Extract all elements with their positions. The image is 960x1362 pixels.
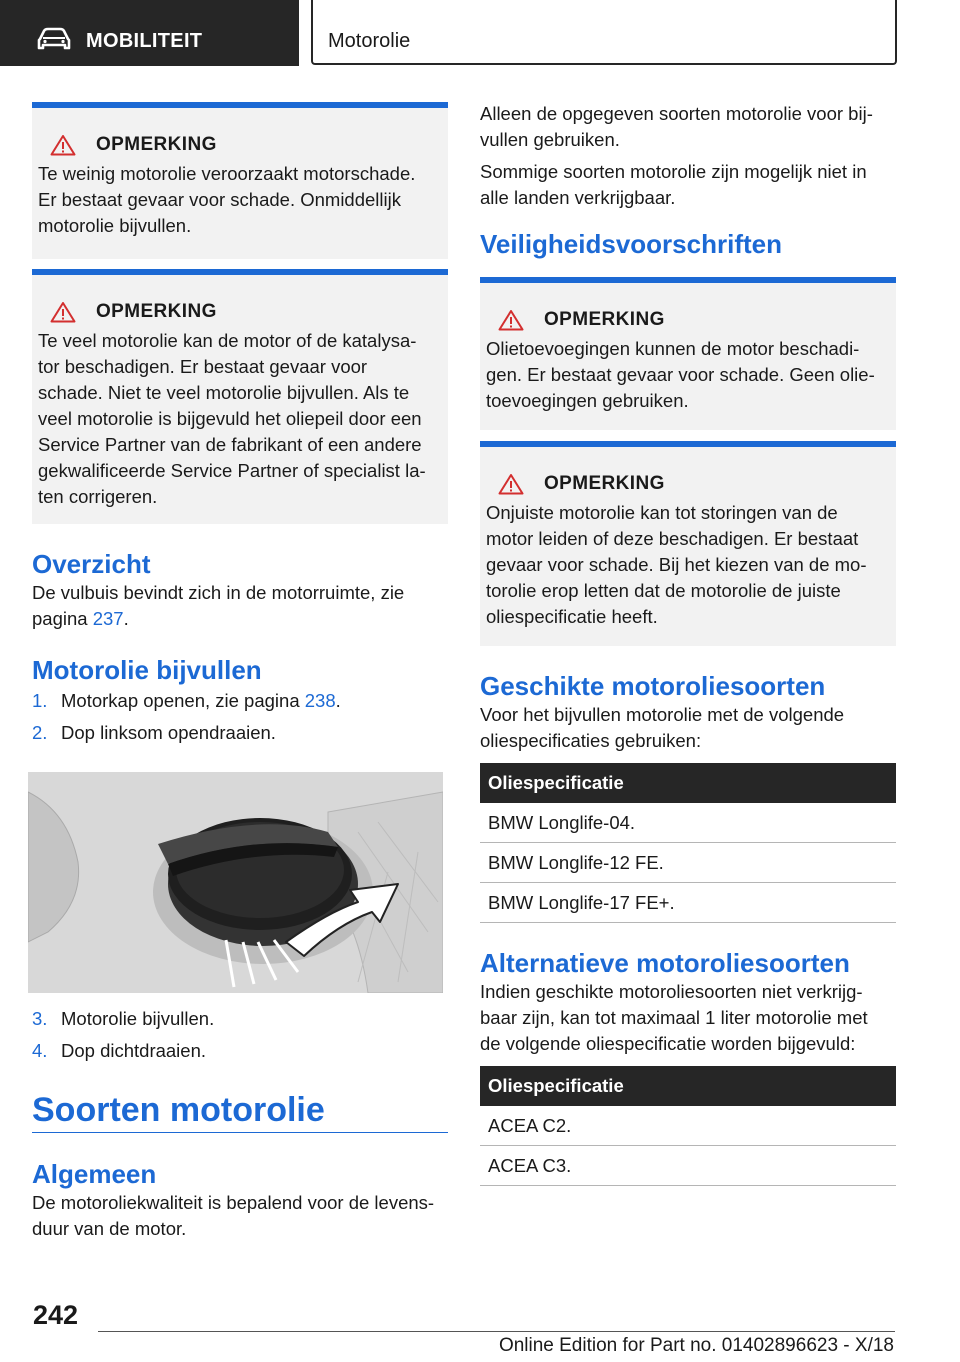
left-column: [32, 102, 448, 1242]
text-fragment: .: [123, 608, 129, 629]
table-header-row: [480, 763, 896, 803]
note-text: [38, 161, 438, 239]
table-cell: BMW Longlife-12 FE.: [480, 843, 896, 883]
note-text: [38, 328, 438, 510]
page-header: [0, 0, 960, 66]
table-row: [480, 1106, 896, 1146]
table-row: [480, 843, 896, 883]
page-number: 242: [33, 1300, 79, 1330]
note-line: motorolie bijvullen.: [38, 215, 192, 236]
text-fragment: pagina: [32, 608, 93, 629]
table-header-row: [480, 1066, 896, 1106]
note-title: OPMERKING: [96, 134, 217, 155]
heading-oil-types: Soorten motorolie: [32, 1091, 325, 1129]
right-column: [480, 101, 896, 1186]
note-title: OPMERKING: [544, 473, 665, 494]
suitable-line: Voor het bijvullen motorolie met de volgende: [480, 704, 845, 725]
note-line: schade. Niet te veel motorolie bijvullen. Als te: [38, 382, 410, 403]
overview-text: [32, 580, 448, 632]
note-line: Te veel motorolie kan de motor of de katalysa-: [38, 330, 417, 351]
table-row: [480, 1146, 896, 1186]
table-cell: BMW Longlife-04.: [480, 803, 896, 843]
footer-divider: [98, 1331, 895, 1332]
alternative-line: Indien geschikte motoroliesoorten niet verkrijg-: [480, 981, 863, 1002]
table-cell: ACEA C3.: [480, 1146, 896, 1186]
step-text: [61, 688, 341, 720]
steps-list-2: [32, 1006, 448, 1070]
text-fragment: Motorkap openen, zie pagina: [61, 690, 305, 711]
step-number: 4.: [32, 1040, 48, 1061]
car-icon: [36, 27, 72, 51]
steps-list-1: [32, 688, 448, 752]
heading-suitable-oils: Geschikte motoroliesoorten: [480, 671, 826, 701]
suitable-text: [480, 702, 896, 754]
note-line: Olietoevoegingen kunnen de motor beschadi-: [486, 338, 860, 359]
suitable-line: oliespecificaties gebruiken:: [480, 730, 702, 751]
intro-line: alle landen verkrijgbaar.: [480, 187, 676, 208]
note-line: Onjuiste motorolie kan tot storingen van de: [486, 502, 838, 523]
note-text: [486, 500, 886, 630]
alternative-oils-table: [480, 1066, 896, 1186]
alternative-line: de volgende oliespecificatie worden bijgevuld:: [480, 1033, 856, 1054]
intro-line: vullen gebruiken.: [480, 129, 620, 150]
heading-general: Algemeen: [32, 1159, 157, 1189]
heading-overview: Overzicht: [32, 549, 151, 579]
heading-refill: Motorolie bijvullen: [32, 655, 262, 685]
heading-oil-types-block: [32, 1090, 448, 1133]
step-number: 1.: [32, 690, 48, 711]
heading-safety: Veiligheidsvoorschriften: [480, 229, 782, 259]
general-line: duur van de motor.: [32, 1218, 187, 1239]
warning-triangle-icon: [498, 309, 524, 331]
note-line: Te weinig motorolie veroorzaakt motorschade.: [38, 163, 416, 184]
page-link-238[interactable]: 238: [304, 690, 336, 711]
section-label: MOBILITEIT: [86, 30, 203, 52]
intro-line: Sommige soorten motorolie zijn mogelijk niet in: [480, 161, 867, 182]
table-cell: ACEA C2.: [480, 1106, 896, 1146]
note-text: [486, 336, 886, 414]
note-line: oliespecificatie heeft.: [486, 606, 658, 627]
heading-alternative-oils: Alternatieve motoroliesoorten: [480, 948, 850, 978]
note-line: tor beschadigen. Er bestaat gevaar voor: [38, 356, 368, 377]
note-line: Er bestaat gevaar voor schade. Onmiddellijk: [38, 189, 401, 210]
overview-line: [32, 606, 448, 632]
table-cell: BMW Longlife-17 FE+.: [480, 883, 896, 923]
note-too-much-oil: [32, 269, 448, 524]
intro-line: Alleen de opgegeven soorten motorolie voor bij-: [480, 103, 873, 124]
note-line: Service Partner van de fabrikant of een andere: [38, 434, 422, 455]
warning-triangle-icon: [498, 473, 524, 495]
table-header-cell: Oliespecificatie: [480, 763, 896, 803]
note-line: ten corrigeren.: [38, 486, 158, 507]
step-number: 3.: [32, 1008, 48, 1029]
page-link-237[interactable]: 237: [92, 608, 124, 629]
note-line: gekwalificeerde Service Partner of specialist la-: [38, 460, 426, 481]
note-line: gevaar voor schade. Bij het kiezen van de mo-: [486, 554, 867, 575]
oil-cap-illustration: [28, 772, 443, 993]
overview-line: De vulbuis bevindt zich in de motorruimte, zie: [32, 582, 405, 603]
text-fragment: .: [335, 690, 341, 711]
note-line: veel motorolie is bijgevuld het oliepeil door een: [38, 408, 422, 429]
note-title: OPMERKING: [96, 301, 217, 322]
list-item: [32, 1006, 448, 1038]
note-line: motor leiden of deze beschadigen. Er bestaat: [486, 528, 859, 549]
alternative-text: [480, 979, 896, 1057]
chapter-tab[interactable]: [311, 0, 897, 65]
step-text: Dop linksom opendraaien.: [61, 722, 276, 743]
oil-cap-drawing: [28, 772, 443, 993]
list-item: [32, 688, 448, 720]
note-line: toevoegingen gebruiken.: [486, 390, 689, 411]
chapter-label: Motorolie: [328, 30, 411, 52]
alternative-line: baar zijn, kan tot maximaal 1 liter motorolie met: [480, 1007, 868, 1028]
note-wrong-oil: [480, 441, 896, 646]
table-row: [480, 883, 896, 923]
warning-triangle-icon: [50, 134, 76, 156]
note-line: torolie erop letten dat de motorolie de juiste: [486, 580, 841, 601]
suitable-oils-table: [480, 763, 896, 923]
list-item: [32, 720, 448, 752]
note-title: OPMERKING: [544, 309, 665, 330]
step-text: Dop dichtdraaien.: [61, 1040, 207, 1061]
step-text: Motorolie bijvullen.: [61, 1008, 215, 1029]
table-row: [480, 803, 896, 843]
note-line: gen. Er bestaat gevaar voor schade. Geen olie-: [486, 364, 875, 385]
warning-triangle-icon: [50, 301, 76, 323]
note-low-oil: [32, 102, 448, 259]
section-tab[interactable]: [0, 0, 299, 66]
note-oil-additives: [480, 277, 896, 430]
step-number: 2.: [32, 722, 48, 743]
list-item: [32, 1038, 448, 1070]
intro-text: [480, 101, 896, 211]
general-line: De motoroliekwaliteit is bepalend voor de levens-: [32, 1192, 435, 1213]
edition-text: Online Edition for Part no. 01402896623 - X/18: [498, 1335, 894, 1356]
table-header-cell: Oliespecificatie: [480, 1066, 896, 1106]
general-text: [32, 1190, 448, 1242]
